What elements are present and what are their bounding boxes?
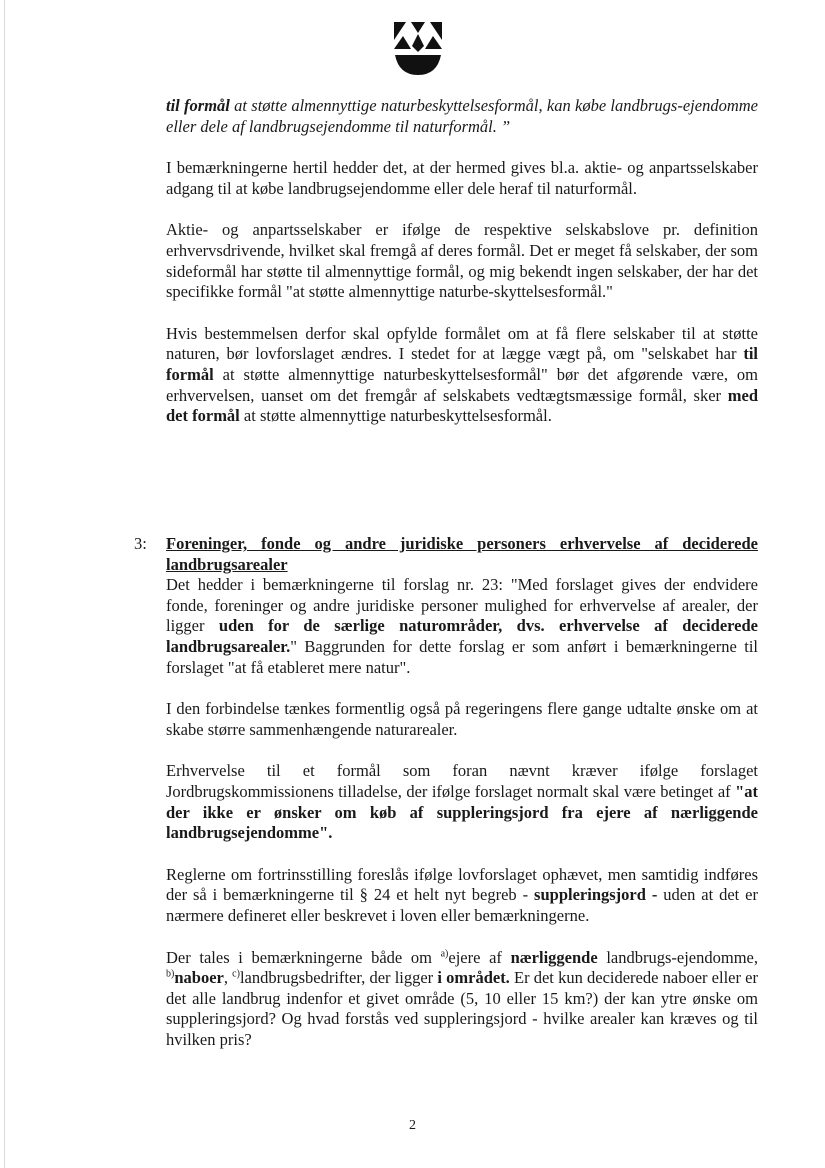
- logo: [392, 20, 444, 80]
- page-number: 2: [409, 1118, 416, 1133]
- section-paragraph-3: Erhvervelse til et formål som foran nævnt kræver ifølge forslaget Jordbrugskommissionens tilladelse, der ifølge forslaget normalt skal være betinget af "at der ikke er ønsker om køb af suppleringsjord fra ejere af nærliggende landbrugsejendomme".: [166, 761, 758, 843]
- page-edge: [4, 0, 5, 1168]
- section-heading: Foreninger, fonde og andre juridiske personers erhvervelse af deciderede landbrugsarealer: [166, 534, 758, 574]
- quote-bold-lead: til formål: [166, 96, 230, 115]
- section-3: [166, 534, 758, 1050]
- section-number: 3:: [134, 534, 147, 553]
- section-paragraph-1: Det hedder i bemærkningerne til forslag nr. 23: "Med forslaget gives der endvidere fonde, foreninger og andre juridiske personer mulighed for erhvervelse af arealer, der ligger uden for de særlige naturområder, dvs. erhvervelse af deciderede landbrugsarealer." Baggrunden for dette forslag er som anført i bemærkningerne til forslaget "at få etableret mere natur".: [166, 575, 758, 677]
- paragraph-2: Aktie- og anpartsselskaber er ifølge de respektive selskabslove pr. definition erhvervsdrivende, hvilket skal fremgå af deres formål. Det er meget få selskaber, der som sideformål har støtte til almennyttige formål, og mig bekendt ingen selskaber, der har det specifikke formål "at støtte almennyttige naturbe-skyttelsesformål.": [166, 220, 758, 302]
- paragraph-1: I bemærkningerne hertil hedder det, at der hermed gives bl.a. aktie- og anpartsselskaber adgang til at købe landbrugsejendomme eller dele heraf til naturformål.: [166, 158, 758, 198]
- section-paragraph-4: Reglerne om fortrinsstilling foreslås ifølge lovforslaget ophævet, men samtidig indføres der så i bemærkningerne til § 24 et helt nyt begreb - suppleringsjord - uden at det er nærmere defineret eller beskrevet i loven eller bemærkningerne.: [166, 864, 758, 925]
- quote-text: at støtte almennyttige naturbeskyttelsesformål, kan købe landbrugs-ejendomme eller dele af landbrugsejendomme til naturformål. ”: [166, 96, 758, 136]
- paragraph-3: Hvis bestemmelsen derfor skal opfylde formålet om at få flere selskaber til at støtte naturen, bør lovforslaget ændres. I stedet for at lægge vægt på, om "selskabet har til formål at støtte almennyttige naturbeskyttelsesformål" bør det afgørende være, om erhvervelsen, uanset om det fremgår af selskabets vedtægtsmæssige formål, sker med det formål at støtte almennyttige naturbeskyttelsesformål.: [166, 323, 758, 426]
- quoted-law-text: [166, 96, 758, 137]
- section-paragraph-2: I den forbindelse tænkes formentlig også på regeringens flere gange udtalte ønske om at skabe større sammenhængende naturarealer.: [166, 699, 758, 739]
- document-body: [166, 96, 758, 427]
- section-paragraph-5: Der tales i bemærkningerne både om $^{a)}$ejere af nærliggende landbrugs-ejendomme, $^{b)}$naboer, $^{c)}$landbrugsbedrifter, der ligger i området. Er det kun deciderede naboer eller er det alle landbrug indenfor et givet område (5, 10 eller 15 km?) der kan ytre ønske om suppleringsjord? Og hvad forstås ved suppleringsjord - hvilke arealer kan kræves og til hvilken pris?: [166, 947, 758, 1049]
